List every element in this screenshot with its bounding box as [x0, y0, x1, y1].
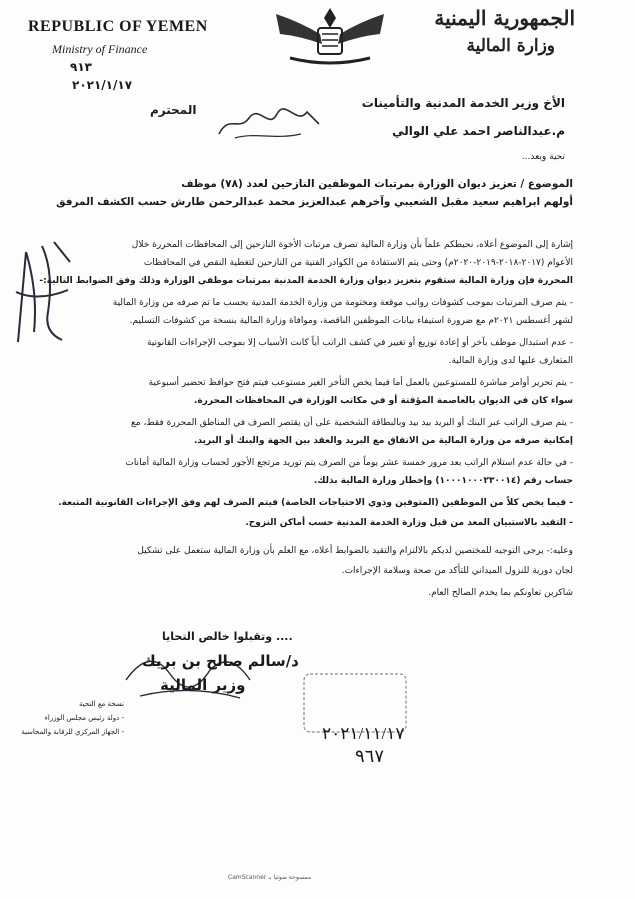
cc-line: - الجهاز المركزي للرقابة والمحاسبة	[21, 728, 124, 736]
body-line: لجان دورية للنزول الميداني للتأكد من صحة وسلامة الإجراءات.	[341, 566, 573, 576]
body-line: لشهر أغسطس ٢٠٢١م مع ضرورة استيفاء بيانات الموظفين الناقصة، وموافاة وزارة المالية بنسخة من كشوفات التسليم.	[129, 316, 573, 326]
subject-line-2: أولهم ابراهيم سعيد مقبل الشعيبي وآخرهم عبدالعزيز محمد عبدالرحمن طارش حسب الكشف المرفق	[56, 196, 573, 208]
addressee-name: م.عبدالناصر احمد علي الوالي	[392, 124, 565, 138]
outgoing-number: ٩٦٧	[355, 746, 385, 766]
cc-line: نسخة مع التحية	[79, 700, 124, 708]
body-line: - فيما يخص كلاً من الموظفين (المتوفين وذوي الاحتياجات الخاصة) فيتم الصرف لهم وفق الإجراءات القانونية المتبعة.	[58, 498, 573, 508]
body-line: إمكانية صرفه من وزارة المالية من الاتفاق مع البريد والعقد بين الجهة والبنك أو البريد.	[193, 436, 573, 446]
body-line: شاكرين تعاونكم بما يخدم الصالح العام.	[428, 588, 573, 598]
arabic-ministry-heading: وزارة المالية	[466, 36, 555, 56]
addressee-title: الأخ وزير الخدمة المدنية والتأمينات	[361, 96, 565, 110]
english-ministry-heading: Ministry of Finance	[52, 42, 148, 56]
scanner-footer: CamScanner ممسوحة ضوئيا بـ	[228, 874, 311, 881]
arabic-republic-heading: الجمهورية اليمنية	[434, 6, 575, 30]
body-line: - يتم تحرير أوامر مباشرة للمستوعبين بالعمل أما فيما يخص التأخر الغير مستوعب فيتم فتح حوافظ تحضير أسبوعية	[148, 378, 573, 388]
signature-scribble-icon	[120, 640, 260, 710]
handwritten-note-icon	[215, 104, 325, 144]
body-line: المحررة فإن وزارة المالية ستقوم بتعزيز ديوان وزارة الخدمة المدنية بمرتبات موظفي الوزارة وذلك وفق الضوابط التالية:-	[39, 276, 573, 286]
body-line: - في حالة عدم استلام الراتب بعد مرور خمسة عشر يوماً من الصرف يتم توريد مرتجع الأجور لحساب وزارة المالية أمانات	[125, 458, 573, 468]
body-line: - يتم صرف الراتب عبر البنك أو البريد بيد بيد وبالبطاقة الشخصية على أن يقتصر الصرف في المناطق المحررة فقط، مع	[130, 418, 573, 428]
greeting: تحية وبعد...	[521, 152, 565, 162]
reference-date: ٢٠٢١/١/١٧	[72, 78, 133, 92]
subject-line-1: الموضوع / تعزيز ديوان الوزارة بمرتبات الموظفين النازحين لعدد (٧٨) موظف	[181, 178, 573, 190]
body-line: - التقيد بالاستبيان المعد من قبل وزارة الخدمة المدنية حسب أماكن النزوح.	[245, 518, 573, 528]
body-line: حساب رقم (١٠٠٠١٠٠٠٢٣٠٠١٤) وإخطار وزارة المالية بذلك.	[313, 476, 573, 486]
english-republic-heading: REPUBLIC OF YEMEN	[28, 18, 208, 35]
margin-handwriting-icon	[8, 232, 78, 352]
body-line: - عدم استبدال موظف بآخر أو إعادة توزيع أو تغيير في كشف الراتب أياً كانت الأسباب إلا بموجب الإجراءات القانونية	[146, 338, 573, 348]
signatory-title: وزير المالية	[160, 676, 246, 694]
addressee-respect: المحترم	[150, 103, 197, 117]
body-line: وعليه:- يرجى التوجيه للمختصين لديكم بالالتزام والتقيد بالضوابط أعلاه، مع العلم بأن وزارة المالية ستعمل على تشكيل	[137, 546, 573, 556]
eagle-emblem-icon	[270, 4, 390, 70]
closing-line: وتقبلوا خالص التحايا ....	[162, 630, 293, 643]
body-line: المتعارف عليها لدى وزارة المالية.	[448, 356, 573, 366]
cc-line: - دولة رئيس مجلس الوزراء	[44, 714, 124, 722]
body-line: سواء كان في الديوان بالعاصمة المؤقتة أو في مكاتب الوزارة في المحافظات المحررة.	[193, 396, 573, 406]
body-line: - يتم صرف المرتبات بموجب كشوفات رواتب موقعة ومختومة من وزارة الخدمة المدنية بحسب ما تم صرفه من وزارة المالية	[112, 298, 573, 308]
body-line: الأعوام (٢٠١٧-٢٠١٨-٢٠١٩-٢٠٢٠م) وحتى يتم الاستفادة من الكوادر الفنية من النازحين لتغطية النقص في المحافظات	[143, 258, 573, 268]
body-line: إشارة إلى الموضوع أعلاه، نحيطكم علماً بأن وزارة المالية تصرف مرتبات الأخوة النازحين إلى المحافظات المحررة خلال	[131, 240, 573, 250]
outgoing-date: ٢٠٢١/١١/١٧	[322, 724, 405, 743]
signatory-name: د/سالم صالح بن بريك	[142, 652, 299, 670]
reference-number: ٩١٣	[70, 60, 92, 74]
